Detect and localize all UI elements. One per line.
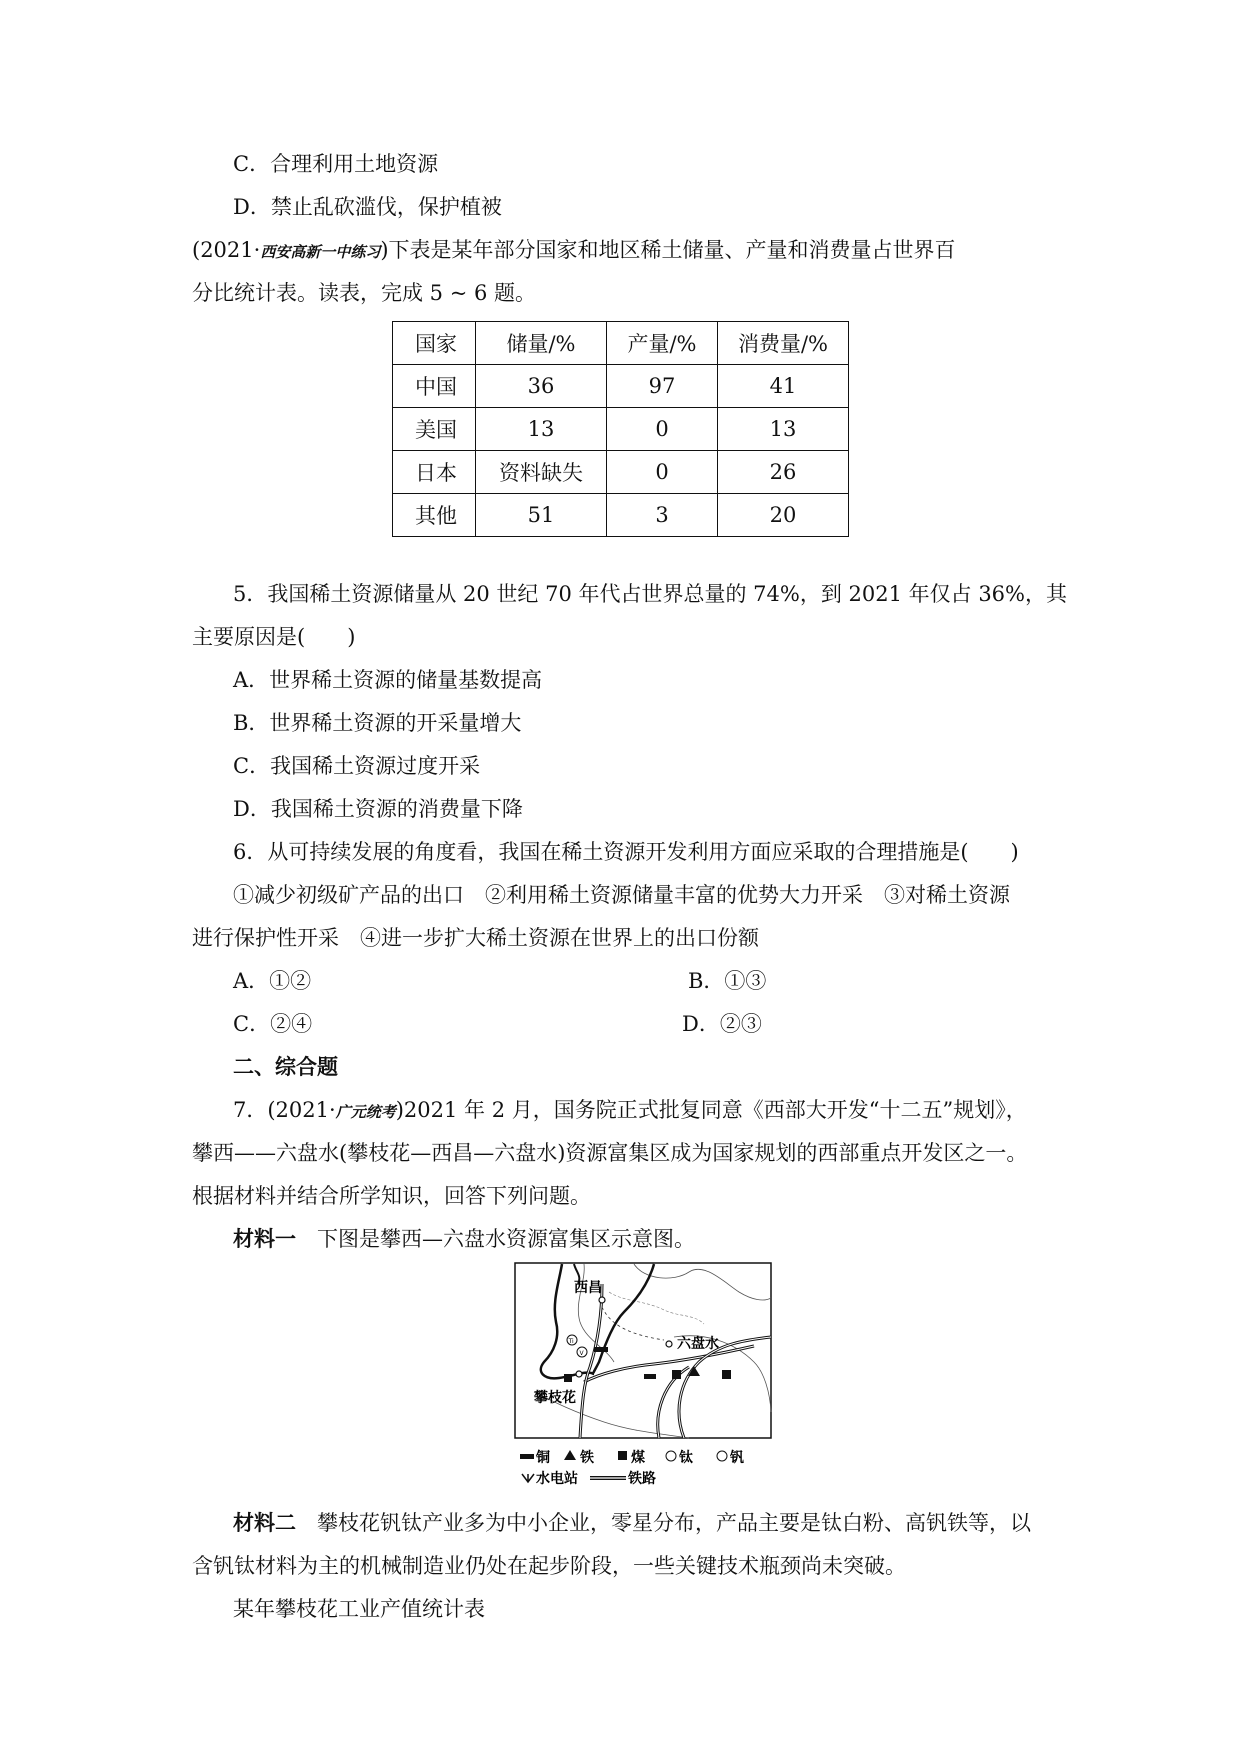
- map-city-liupanshui: 六盘水: [677, 1336, 719, 1352]
- cell-reserves: 51: [476, 494, 607, 537]
- header-country: 国家: [393, 322, 476, 365]
- cell-production: 97: [607, 365, 718, 408]
- table-title: 某年攀枝花工业产值统计表: [233, 1597, 485, 1621]
- cell-reserves: 资料缺失: [476, 451, 607, 494]
- cell-production: 0: [607, 451, 718, 494]
- vanadium-marker-label: V: [579, 1350, 584, 1357]
- legend-iron-symbol: [564, 1450, 576, 1460]
- cell-consumption: 41: [718, 365, 849, 408]
- q7-line1: [233, 1096, 1027, 1126]
- intro-5-6-line2: 分比统计表。读表，完成 5 ~ 6 题。: [192, 281, 537, 305]
- q6-stem: 6．从可持续发展的角度看，我国在稀土资源开发利用方面应采取的合理措施是( ): [233, 840, 1019, 864]
- coal-marker: [672, 1370, 681, 1379]
- material2-label: 材料二: [233, 1510, 296, 1535]
- legend-iron: 铁: [580, 1450, 594, 1466]
- legend-coal: 煤: [631, 1450, 645, 1466]
- map-city-xichang: 西昌: [574, 1280, 602, 1296]
- legend-coal-symbol: [618, 1451, 627, 1460]
- cell-consumption: 20: [718, 494, 849, 537]
- legend-vanadium-symbol: [717, 1451, 727, 1461]
- intro-prefix: (2021·: [192, 238, 261, 262]
- material2-line1: [233, 1509, 1031, 1537]
- intro-source: 西安高新一中练习: [260, 243, 381, 261]
- intro-5-6-line1: [192, 236, 956, 266]
- header-consumption: 消费量/%: [718, 322, 849, 365]
- copper-marker: [644, 1374, 656, 1379]
- rare-earth-table: [392, 321, 849, 537]
- q7-line3: 根据材料并结合所学知识，回答下列问题。: [192, 1184, 591, 1208]
- copper-marker: [594, 1347, 608, 1352]
- legend-railway: 铁路: [628, 1471, 656, 1487]
- map-city-panzhihua: 攀枝花: [534, 1390, 576, 1406]
- material1-line: [233, 1225, 695, 1253]
- q5-stem-line1: 5．我国稀土资源储量从 20 世纪 70 年代占世界总量的 74%，到 2021 年仅占 36%，其: [233, 582, 1067, 606]
- q6-items-line2: 进行保护性开采 ④进一步扩大稀土资源在世界上的出口份额: [192, 926, 759, 950]
- q6-option-a: A．①②: [233, 969, 312, 993]
- material2-text-1: 攀枝花钒钛产业多为中小企业，零星分布，产品主要是钛白粉、高钒铁等，以: [317, 1511, 1031, 1535]
- q7-line1-rest: )2021 年 2 月，国务院正式批复同意《西部大开发“十二五”规划》，: [395, 1098, 1027, 1122]
- q5-option-a: A．世界稀土资源的储量基数提高: [233, 668, 543, 692]
- q6-option-c: C．②④: [233, 1012, 313, 1036]
- q5-option-c: C．我国稀土资源过度开采: [233, 754, 481, 778]
- cell-reserves: 13: [476, 408, 607, 451]
- q7-source: 广元统考: [335, 1103, 396, 1121]
- q6-option-b: B．①③: [688, 969, 767, 993]
- legend-copper-symbol: [520, 1454, 534, 1459]
- legend-vanadium: 钒: [730, 1450, 744, 1466]
- coal-marker: [564, 1374, 572, 1382]
- resource-map: [514, 1262, 774, 1487]
- cell-country: 其他: [393, 494, 476, 537]
- intro-text-1: )下表是某年部分国家和地区稀土储量、产量和消费量占世界百: [380, 238, 956, 262]
- q7-line2: 攀西——六盘水(攀枝花—西昌—六盘水)资源富集区成为国家规划的西部重点开发区之一。: [192, 1141, 1028, 1165]
- cell-country: 日本: [393, 451, 476, 494]
- q6-items-line1: ①减少初级矿产品的出口 ②利用稀土资源储量丰富的优势大力开采 ③对稀土资源: [233, 883, 1010, 907]
- section-heading: 二、综合题: [233, 1054, 338, 1079]
- legend-titanium-symbol: [666, 1451, 676, 1461]
- cell-reserves: 36: [476, 365, 607, 408]
- q4-option-d: D．禁止乱砍滥伐，保护植被: [233, 195, 502, 219]
- material2-line2: 含钒钛材料为主的机械制造业仍处在起步阶段，一些关键技术瓶颈尚未突破。: [192, 1554, 906, 1578]
- q6-option-d: D．②③: [682, 1012, 762, 1036]
- q5-option-d: D．我国稀土资源的消费量下降: [233, 797, 523, 821]
- material1-text: 下图是攀西—六盘水资源富集区示意图。: [317, 1227, 695, 1251]
- q7-prefix: 7．(2021·: [233, 1098, 336, 1122]
- table-header-row: [393, 322, 849, 365]
- cell-production: 3: [607, 494, 718, 537]
- q5-stem-line2: 主要原因是( ): [192, 625, 356, 649]
- legend-hydro: 水电站: [536, 1471, 578, 1487]
- legend-copper: 铜: [536, 1450, 550, 1466]
- cell-country: 美国: [393, 408, 476, 451]
- coal-marker: [722, 1370, 731, 1379]
- q4-option-c: C．合理利用土地资源: [233, 152, 439, 176]
- table-row: [393, 451, 849, 494]
- material1-label: 材料一: [233, 1226, 296, 1251]
- cell-production: 0: [607, 408, 718, 451]
- q5-option-b: B．世界稀土资源的开采量增大: [233, 711, 522, 735]
- legend-hydro-symbol: [522, 1474, 534, 1482]
- map-legend: [520, 1449, 744, 1487]
- header-production: 产量/%: [607, 322, 718, 365]
- header-reserves: 储量/%: [476, 322, 607, 365]
- cell-consumption: 13: [718, 408, 849, 451]
- table-row: [393, 365, 849, 408]
- table-row: [393, 408, 849, 451]
- table-row: [393, 494, 849, 537]
- titanium-marker-label: Ti: [568, 1338, 574, 1345]
- cell-consumption: 26: [718, 451, 849, 494]
- legend-titanium: 钛: [679, 1450, 693, 1466]
- cell-country: 中国: [393, 365, 476, 408]
